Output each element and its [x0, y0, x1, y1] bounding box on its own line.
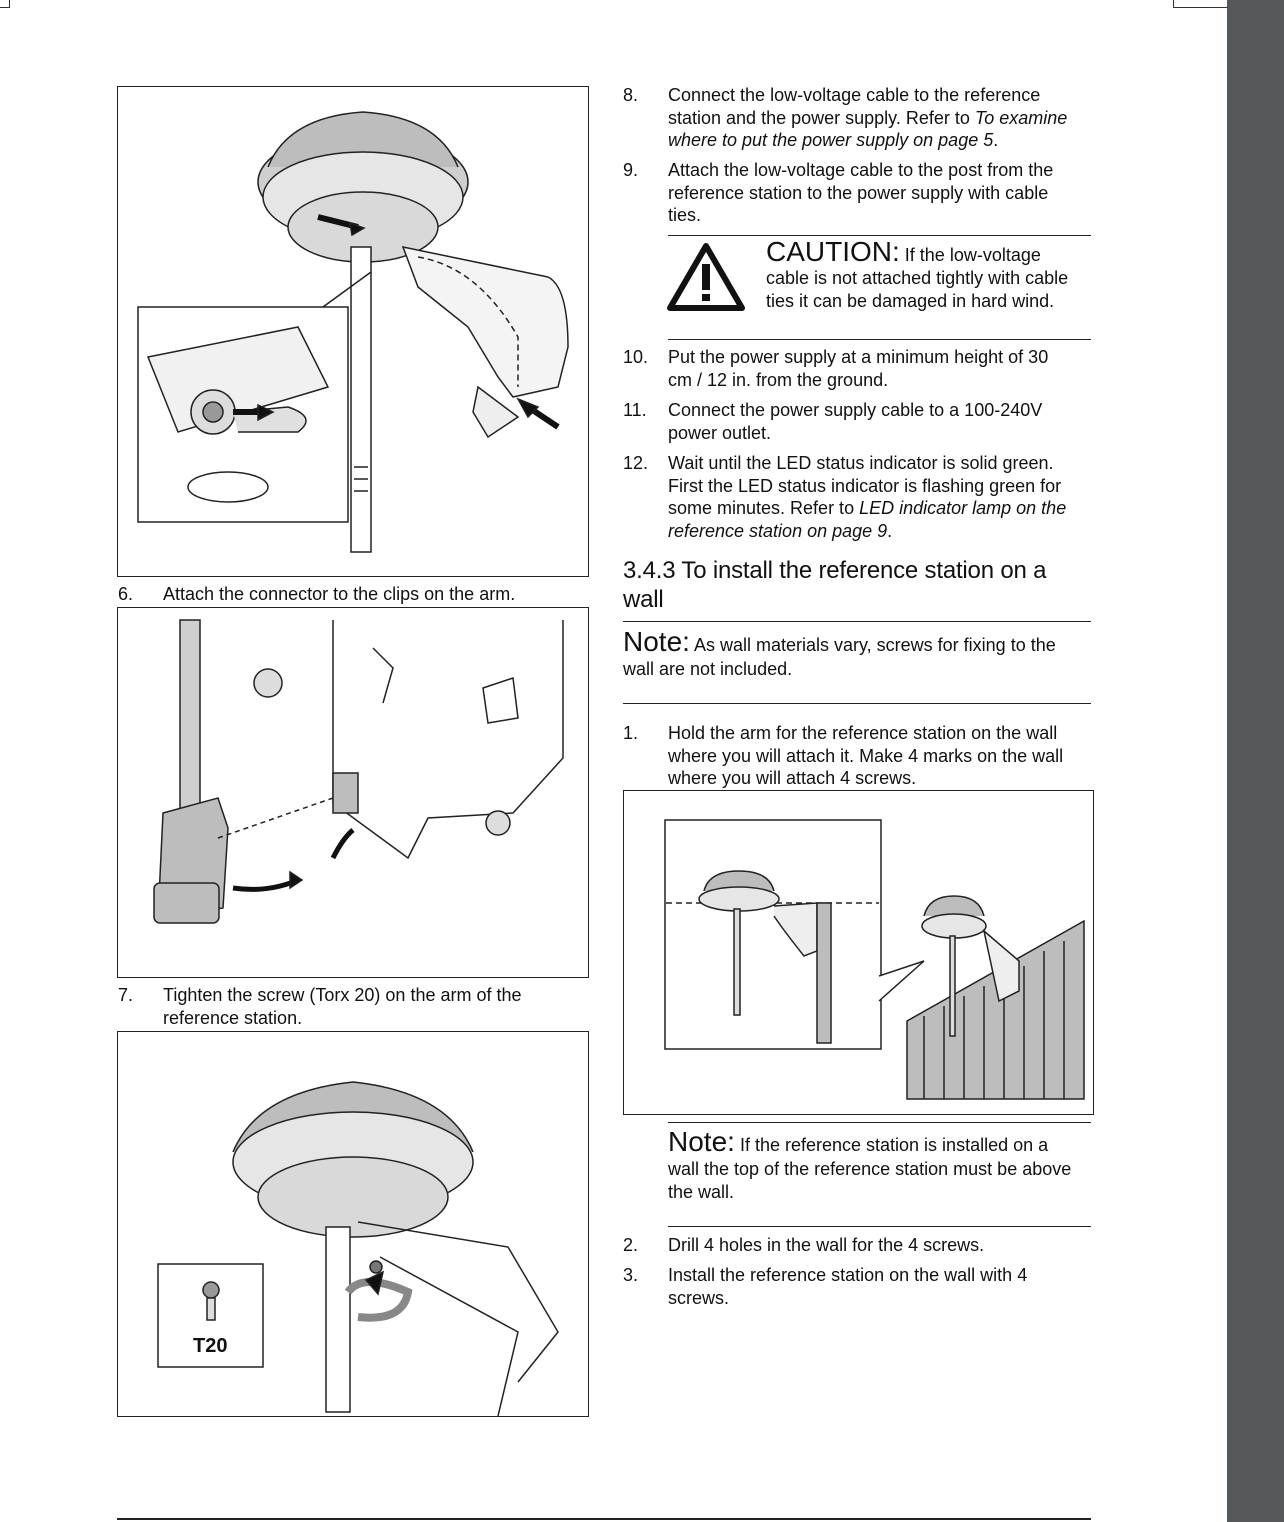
step-text-line2: where you will attach it. Make 4 marks on the wall	[668, 745, 1064, 766]
step-text-line3: where you will attach 4 screws.	[668, 768, 917, 788]
figure-clip-connector	[117, 607, 589, 978]
step-number: 2.	[623, 1235, 639, 1255]
note-line2: wall are not included.	[623, 659, 793, 679]
step-text-line3: ties.	[668, 205, 702, 225]
step-text-line2: reference station.	[163, 1007, 303, 1028]
cross-reference-link[interactable]: To examine	[974, 107, 1068, 128]
step-text-line1: Hold the arm for the reference station on the wall	[668, 723, 1058, 743]
step-text-line2: screws.	[668, 1287, 730, 1308]
cross-reference-link[interactable]: reference station on page 9	[668, 520, 888, 541]
step-8	[623, 84, 1103, 152]
step-10	[623, 346, 1103, 392]
step-text-plain: station and the power supply. Refer to	[668, 107, 970, 128]
page-corner-left	[0, 0, 10, 8]
step-text-line3	[668, 129, 998, 152]
step-number: 8.	[623, 85, 639, 105]
note-rule-bottom	[623, 703, 1091, 704]
note-keyword: Note:	[623, 626, 690, 657]
wall-step-3	[623, 1264, 1103, 1310]
note2-rule-bottom	[668, 1226, 1091, 1227]
step-number: 7.	[118, 985, 134, 1005]
wall-step-2	[623, 1234, 1103, 1258]
step-text-line3	[668, 497, 1066, 520]
step-text-line1: Attach the low-voltage cable to the post from the	[668, 160, 1054, 180]
cross-reference-link[interactable]: LED indicator lamp on the	[859, 498, 1067, 518]
step-text-line1: Install the reference station on the wall with 4	[668, 1265, 1028, 1285]
page-corner-right	[1173, 0, 1228, 8]
cross-reference-link[interactable]: where to put the power supply on page 5	[668, 130, 994, 150]
step-number: 3.	[623, 1265, 639, 1285]
note-above-wall	[668, 1126, 1098, 1205]
step-number: 6.	[118, 584, 134, 604]
note-line2: wall the top of the reference station must be above	[668, 1158, 1072, 1179]
step-text-end: .	[887, 520, 893, 541]
caution-text	[766, 236, 1096, 313]
section-heading-line1: 3.4.3 To install the reference station on a	[623, 557, 1047, 584]
step-12	[623, 452, 1103, 544]
step-number: 12.	[623, 453, 649, 473]
caution-line2: cable is not attached tightly with cable	[766, 268, 1069, 288]
step-text-line4	[668, 520, 892, 543]
scrollbar[interactable]	[1227, 0, 1284, 1522]
note-line3: the wall.	[668, 1182, 735, 1202]
note2-rule-top	[668, 1122, 1091, 1123]
step-text-line2: reference station to the power supply with cable	[668, 182, 1049, 203]
step-text-line2: cm / 12 in. from the ground.	[668, 369, 889, 390]
step-7	[118, 984, 588, 1030]
step-text-line2: First the LED status indicator is flashing green for	[668, 475, 1062, 496]
step-text-line1: Wait until the LED status indicator is solid green.	[668, 453, 1054, 473]
step-number: 1.	[623, 723, 639, 743]
step-text: Drill 4 holes in the wall for the 4 screws.	[668, 1235, 985, 1255]
step-11	[623, 399, 1103, 445]
step-text-line1: Connect the power supply cable to a 100-240V	[668, 400, 1043, 420]
step-number: 10.	[623, 347, 649, 367]
note-wall-materials	[623, 626, 1093, 681]
wall-step-1	[623, 722, 1103, 790]
caution-line1: If the low-voltage	[904, 245, 1041, 265]
note-line1: As wall materials vary, screws for fixing to the	[693, 635, 1056, 655]
figure-connector-arm	[117, 86, 589, 577]
step-text-line2: power outlet.	[668, 422, 772, 443]
warning-triangle-icon	[666, 242, 746, 312]
caution-rule-bottom	[668, 339, 1091, 340]
step-number: 11.	[623, 400, 647, 420]
step-text-line1: Put the power supply at a minimum height of 30	[668, 347, 1049, 367]
step-9	[623, 159, 1103, 227]
footer-rule	[117, 1518, 1091, 1520]
step-text-line1: Tighten the screw (Torx 20) on the arm of the	[163, 985, 522, 1005]
caution-line3: ties it can be damaged in hard wind.	[766, 291, 1055, 311]
torx-label: T20	[193, 1335, 228, 1357]
heading-rule	[623, 621, 1091, 622]
note-line1: If the reference station is installed on a	[739, 1135, 1049, 1155]
step-text-line1: Connect the low-voltage cable to the reference	[668, 85, 1041, 105]
section-heading	[623, 556, 1103, 614]
step-6	[118, 583, 588, 607]
step-text-line2	[668, 107, 1067, 130]
section-heading-line2: wall	[623, 586, 664, 613]
step-number: 9.	[623, 160, 639, 180]
step-text-end: .	[993, 130, 999, 150]
figure-torx-screw	[117, 1031, 589, 1417]
caution-keyword: CAUTION:	[766, 236, 900, 267]
note-keyword: Note:	[668, 1126, 735, 1157]
step-text-plain: some minutes. Refer to	[668, 498, 855, 518]
figure-wall-mount	[623, 790, 1094, 1115]
step-text: Attach the connector to the clips on the arm.	[163, 584, 516, 604]
